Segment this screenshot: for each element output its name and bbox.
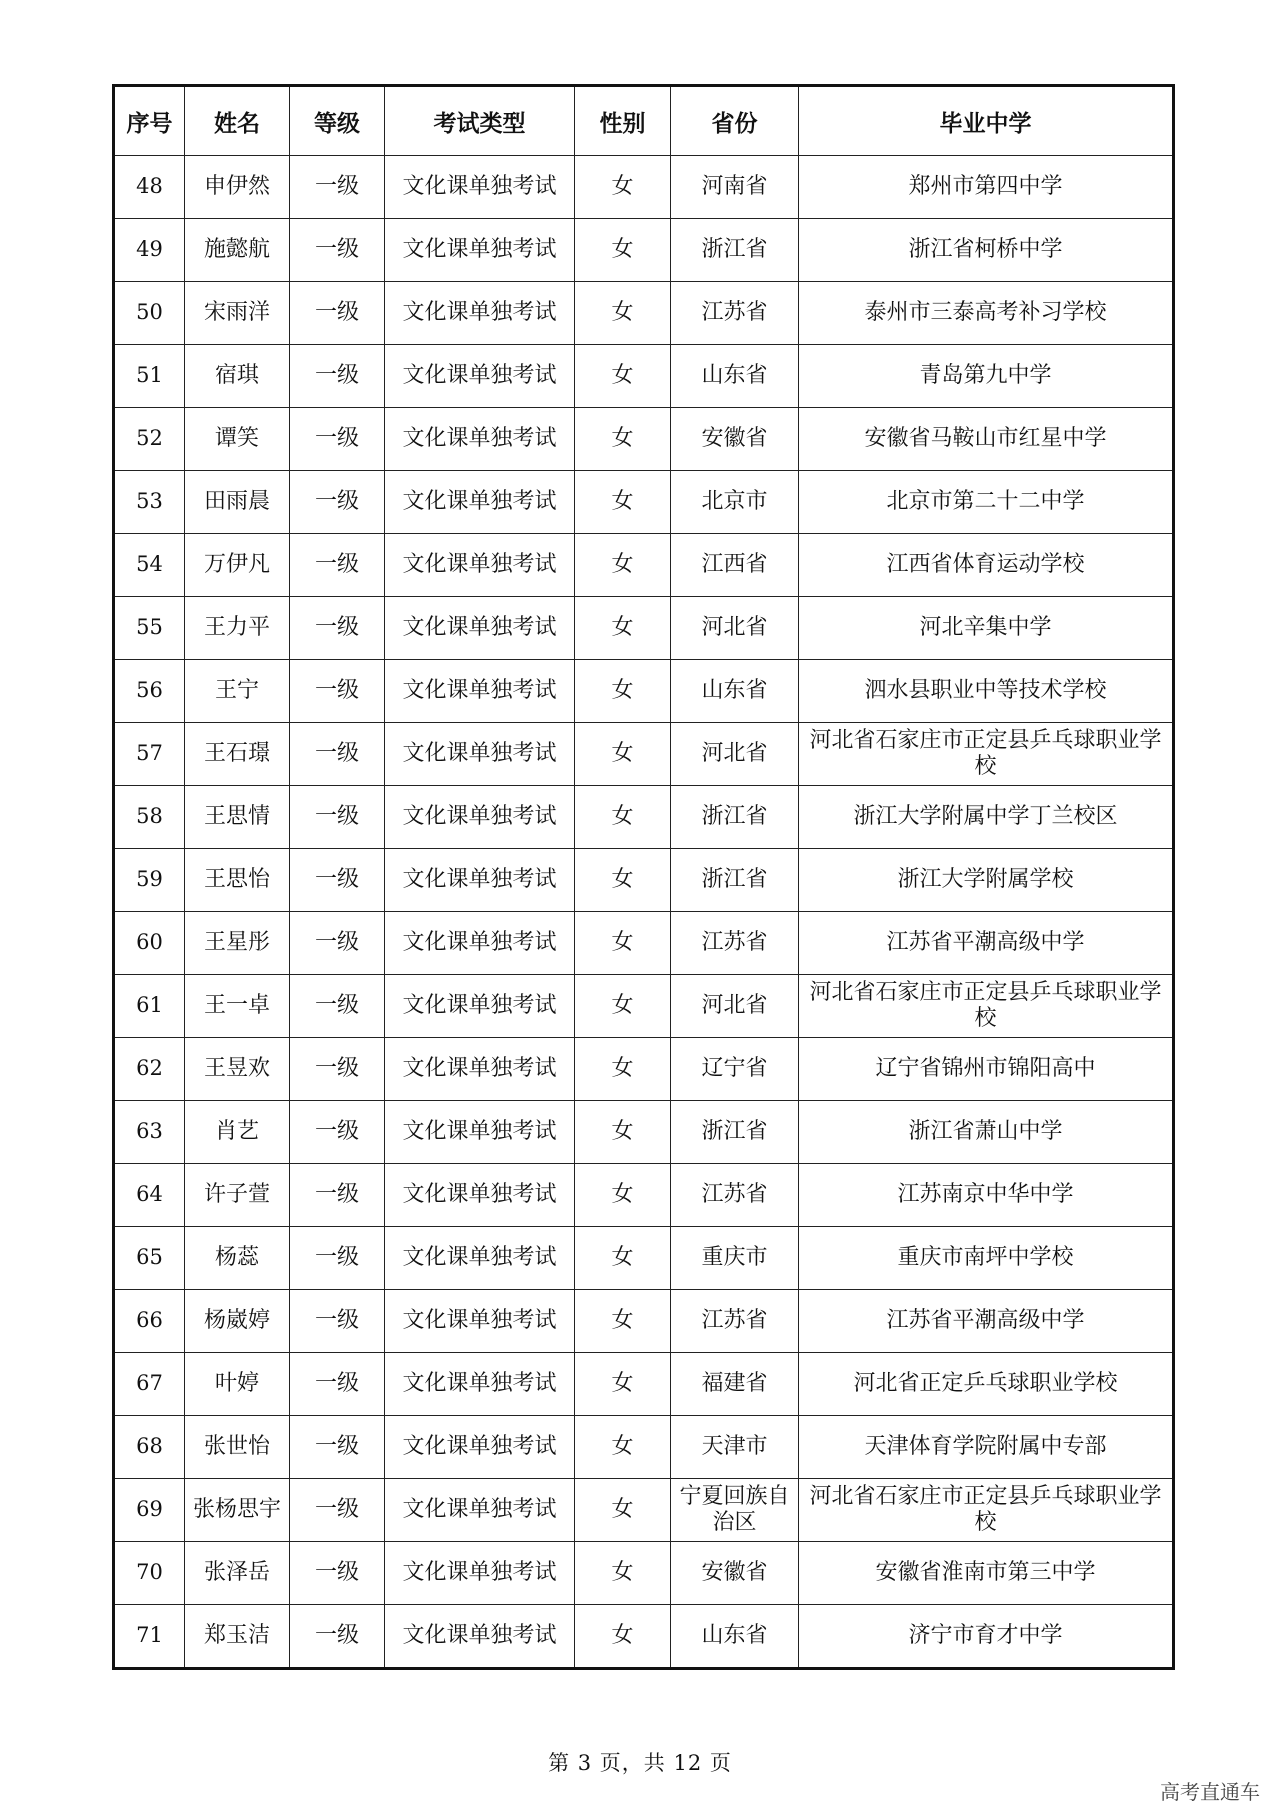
cell-gender: 女 [575,660,671,723]
cell-exam-type: 文化课单独考试 [385,219,575,282]
table-row [114,1101,1174,1164]
cell-serial-number: 61 [114,975,185,1038]
cell-level: 一级 [290,282,385,345]
cell-province: 浙江省 [671,219,799,282]
cell-province: 江苏省 [671,1290,799,1353]
cell-name: 杨蕊 [185,1227,290,1290]
cell-high-school: 安徽省淮南市第三中学 [799,1542,1174,1605]
cell-serial-number: 71 [114,1605,185,1669]
cell-exam-type: 文化课单独考试 [385,1479,575,1542]
table-header-row [114,86,1174,156]
cell-high-school: 河北省石家庄市正定县乒乓球职业学校 [799,1479,1174,1542]
cell-level: 一级 [290,912,385,975]
cell-province: 安徽省 [671,1542,799,1605]
cell-province: 重庆市 [671,1227,799,1290]
cell-province: 河北省 [671,723,799,786]
cell-gender: 女 [575,849,671,912]
cell-exam-type: 文化课单独考试 [385,1542,575,1605]
header-high-school: 毕业中学 [799,86,1174,156]
cell-name: 叶婷 [185,1353,290,1416]
cell-province: 江苏省 [671,912,799,975]
cell-name: 申伊然 [185,156,290,219]
cell-exam-type: 文化课单独考试 [385,1290,575,1353]
cell-level: 一级 [290,786,385,849]
cell-name: 张杨思宇 [185,1479,290,1542]
header-name: 姓名 [185,86,290,156]
cell-name: 王昱欢 [185,1038,290,1101]
cell-name: 王宁 [185,660,290,723]
cell-high-school: 浙江省柯桥中学 [799,219,1174,282]
cell-gender: 女 [575,1227,671,1290]
header-level: 等级 [290,86,385,156]
table-row [114,975,1174,1038]
cell-gender: 女 [575,1353,671,1416]
cell-exam-type: 文化课单独考试 [385,660,575,723]
cell-name: 万伊凡 [185,534,290,597]
cell-name: 张泽岳 [185,1542,290,1605]
cell-serial-number: 53 [114,471,185,534]
table-row [114,1038,1174,1101]
cell-province: 北京市 [671,471,799,534]
cell-level: 一级 [290,219,385,282]
cell-province: 浙江省 [671,1101,799,1164]
cell-province: 宁夏回族自治区 [671,1479,799,1542]
cell-serial-number: 54 [114,534,185,597]
cell-name: 郑玉洁 [185,1605,290,1669]
cell-exam-type: 文化课单独考试 [385,1164,575,1227]
table-row [114,849,1174,912]
cell-name: 肖艺 [185,1101,290,1164]
cell-level: 一级 [290,1164,385,1227]
table-row [114,786,1174,849]
table-row [114,471,1174,534]
cell-high-school: 浙江大学附属学校 [799,849,1174,912]
cell-name: 许子萱 [185,1164,290,1227]
table-row [114,1605,1174,1669]
cell-high-school: 安徽省马鞍山市红星中学 [799,408,1174,471]
cell-exam-type: 文化课单独考试 [385,1416,575,1479]
cell-gender: 女 [575,723,671,786]
cell-province: 安徽省 [671,408,799,471]
cell-high-school: 河北辛集中学 [799,597,1174,660]
cell-serial-number: 68 [114,1416,185,1479]
cell-name: 王思情 [185,786,290,849]
cell-level: 一级 [290,723,385,786]
cell-high-school: 江苏南京中华中学 [799,1164,1174,1227]
header-province: 省份 [671,86,799,156]
cell-exam-type: 文化课单独考试 [385,471,575,534]
cell-exam-type: 文化课单独考试 [385,1227,575,1290]
cell-serial-number: 64 [114,1164,185,1227]
cell-high-school: 江苏省平潮高级中学 [799,1290,1174,1353]
header-gender: 性别 [575,86,671,156]
cell-high-school: 泗水县职业中等技术学校 [799,660,1174,723]
cell-high-school: 济宁市育才中学 [799,1605,1174,1669]
cell-province: 山东省 [671,660,799,723]
cell-exam-type: 文化课单独考试 [385,408,575,471]
cell-serial-number: 58 [114,786,185,849]
table-row [114,1542,1174,1605]
cell-exam-type: 文化课单独考试 [385,912,575,975]
cell-name: 宋雨洋 [185,282,290,345]
cell-gender: 女 [575,408,671,471]
cell-gender: 女 [575,786,671,849]
cell-province: 浙江省 [671,786,799,849]
cell-gender: 女 [575,975,671,1038]
table-body [114,156,1174,1669]
cell-serial-number: 70 [114,1542,185,1605]
cell-gender: 女 [575,1038,671,1101]
cell-serial-number: 62 [114,1038,185,1101]
cell-high-school: 北京市第二十二中学 [799,471,1174,534]
cell-level: 一级 [290,1038,385,1101]
table-row [114,1227,1174,1290]
cell-high-school: 河北省正定乒乓球职业学校 [799,1353,1174,1416]
table-row [114,408,1174,471]
cell-gender: 女 [575,1479,671,1542]
cell-level: 一级 [290,156,385,219]
cell-name: 张世怡 [185,1416,290,1479]
cell-high-school: 青岛第九中学 [799,345,1174,408]
page-number-footer: 第 3 页，共 12 页 [548,1751,732,1775]
cell-level: 一级 [290,1479,385,1542]
cell-exam-type: 文化课单独考试 [385,1605,575,1669]
cell-gender: 女 [575,597,671,660]
header-exam-type: 考试类型 [385,86,575,156]
cell-high-school: 泰州市三泰高考补习学校 [799,282,1174,345]
cell-serial-number: 57 [114,723,185,786]
cell-level: 一级 [290,1101,385,1164]
cell-level: 一级 [290,1290,385,1353]
cell-level: 一级 [290,534,385,597]
cell-gender: 女 [575,1290,671,1353]
cell-province: 山东省 [671,1605,799,1669]
cell-exam-type: 文化课单独考试 [385,282,575,345]
cell-name: 谭笑 [185,408,290,471]
table-row [114,156,1174,219]
cell-serial-number: 59 [114,849,185,912]
cell-gender: 女 [575,534,671,597]
cell-high-school: 浙江大学附属中学丁兰校区 [799,786,1174,849]
cell-province: 福建省 [671,1353,799,1416]
table-row [114,660,1174,723]
cell-exam-type: 文化课单独考试 [385,597,575,660]
table-row [114,723,1174,786]
cell-province: 江苏省 [671,282,799,345]
table-row [114,1479,1174,1542]
cell-exam-type: 文化课单独考试 [385,156,575,219]
cell-gender: 女 [575,345,671,408]
student-roster-table [112,84,1175,1670]
cell-level: 一级 [290,345,385,408]
cell-exam-type: 文化课单独考试 [385,975,575,1038]
cell-serial-number: 49 [114,219,185,282]
cell-province: 江西省 [671,534,799,597]
cell-exam-type: 文化课单独考试 [385,1038,575,1101]
watermark-text: 高考直通车 [1160,1780,1260,1804]
cell-exam-type: 文化课单独考试 [385,534,575,597]
cell-exam-type: 文化课单独考试 [385,786,575,849]
cell-high-school: 重庆市南坪中学校 [799,1227,1174,1290]
cell-high-school: 天津体育学院附属中专部 [799,1416,1174,1479]
cell-gender: 女 [575,156,671,219]
cell-level: 一级 [290,1353,385,1416]
cell-level: 一级 [290,849,385,912]
cell-serial-number: 56 [114,660,185,723]
cell-province: 浙江省 [671,849,799,912]
table-row [114,597,1174,660]
cell-province: 江苏省 [671,1164,799,1227]
cell-name: 王思怡 [185,849,290,912]
cell-serial-number: 50 [114,282,185,345]
cell-gender: 女 [575,912,671,975]
table-row [114,1353,1174,1416]
table-row [114,534,1174,597]
cell-name: 杨崴婷 [185,1290,290,1353]
cell-level: 一级 [290,471,385,534]
cell-province: 辽宁省 [671,1038,799,1101]
cell-serial-number: 67 [114,1353,185,1416]
cell-name: 施懿航 [185,219,290,282]
cell-high-school: 江苏省平潮高级中学 [799,912,1174,975]
cell-exam-type: 文化课单独考试 [385,1101,575,1164]
cell-gender: 女 [575,1416,671,1479]
cell-high-school: 辽宁省锦州市锦阳高中 [799,1038,1174,1101]
table-row [114,282,1174,345]
cell-serial-number: 51 [114,345,185,408]
cell-gender: 女 [575,1542,671,1605]
cell-level: 一级 [290,408,385,471]
cell-name: 王力平 [185,597,290,660]
table-row [114,1290,1174,1353]
cell-name: 田雨晨 [185,471,290,534]
cell-province: 天津市 [671,1416,799,1479]
cell-province: 河北省 [671,597,799,660]
cell-exam-type: 文化课单独考试 [385,849,575,912]
cell-province: 河北省 [671,975,799,1038]
cell-serial-number: 55 [114,597,185,660]
cell-serial-number: 69 [114,1479,185,1542]
cell-level: 一级 [290,1227,385,1290]
cell-name: 王石璟 [185,723,290,786]
cell-exam-type: 文化课单独考试 [385,345,575,408]
cell-high-school: 浙江省萧山中学 [799,1101,1174,1164]
cell-serial-number: 63 [114,1101,185,1164]
cell-name: 宿琪 [185,345,290,408]
table-row [114,912,1174,975]
cell-serial-number: 48 [114,156,185,219]
cell-level: 一级 [290,597,385,660]
table-row [114,219,1174,282]
cell-gender: 女 [575,1101,671,1164]
cell-gender: 女 [575,1164,671,1227]
cell-serial-number: 66 [114,1290,185,1353]
cell-name: 王星彤 [185,912,290,975]
cell-level: 一级 [290,975,385,1038]
cell-gender: 女 [575,1605,671,1669]
cell-high-school: 江西省体育运动学校 [799,534,1174,597]
cell-gender: 女 [575,282,671,345]
cell-gender: 女 [575,219,671,282]
cell-province: 河南省 [671,156,799,219]
cell-level: 一级 [290,1605,385,1669]
cell-level: 一级 [290,1416,385,1479]
cell-exam-type: 文化课单独考试 [385,723,575,786]
cell-name: 王一卓 [185,975,290,1038]
cell-province: 山东省 [671,345,799,408]
cell-level: 一级 [290,660,385,723]
cell-high-school: 河北省石家庄市正定县乒乓球职业学校 [799,723,1174,786]
cell-exam-type: 文化课单独考试 [385,1353,575,1416]
cell-level: 一级 [290,1542,385,1605]
cell-serial-number: 60 [114,912,185,975]
table-row [114,1164,1174,1227]
cell-serial-number: 65 [114,1227,185,1290]
header-serial-number: 序号 [114,86,185,156]
cell-high-school: 河北省石家庄市正定县乒乓球职业学校 [799,975,1174,1038]
table-row [114,1416,1174,1479]
cell-gender: 女 [575,471,671,534]
cell-serial-number: 52 [114,408,185,471]
table-row [114,345,1174,408]
cell-high-school: 郑州市第四中学 [799,156,1174,219]
